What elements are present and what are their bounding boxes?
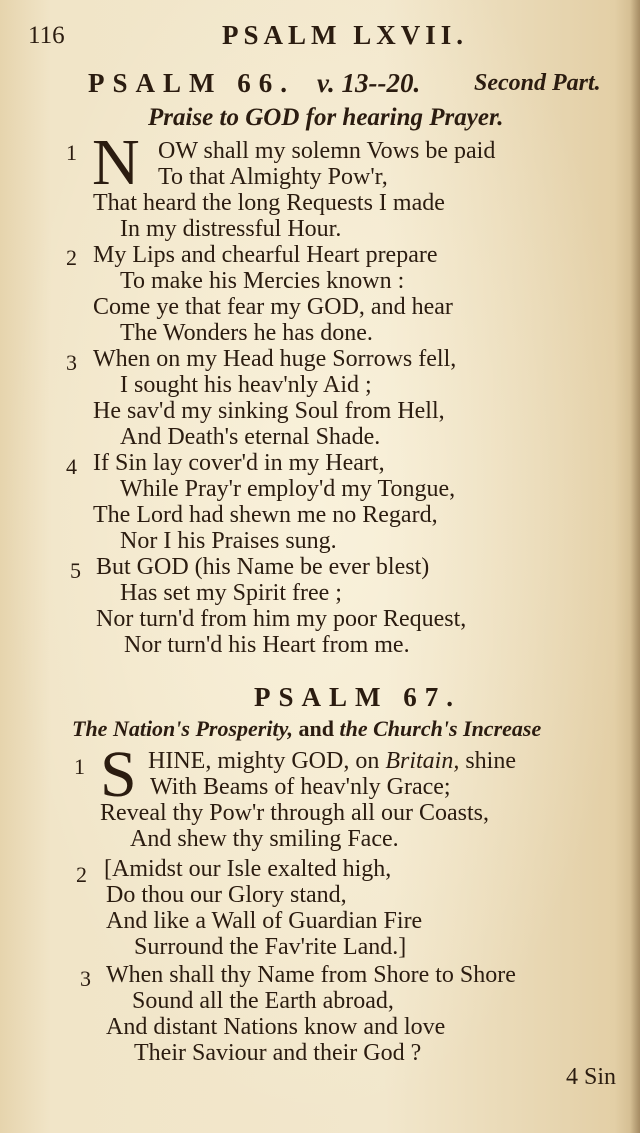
verse-line: And shew thy smiling Face.: [130, 826, 399, 852]
verse-line: When shall thy Name from Shore to Shore: [106, 962, 516, 988]
running-head: [0, 12, 640, 52]
verse-number: 4: [66, 454, 77, 479]
verse-line: But GOD (his Name be ever blest): [96, 554, 430, 580]
verse-number: 2: [76, 862, 87, 887]
verse-number: 5: [70, 558, 81, 583]
verse-number: 1: [66, 140, 77, 165]
psalm-66-part: Second Part.: [474, 70, 601, 96]
verse-number: 2: [66, 245, 77, 270]
verse-line: HINE, mighty GOD, on Britain, shine: [148, 748, 517, 774]
verse-line: [Amidst our Isle exalted high,: [104, 856, 392, 882]
verse-line: And like a Wall of Guardian Fire: [106, 908, 423, 934]
psalm-67-subtitle: The Nation's Prosperity, and the Church's Increase: [72, 716, 542, 741]
verse-line: My Lips and chearful Heart prepare: [93, 242, 438, 268]
verse-line: Do thou our Glory stand,: [106, 882, 347, 908]
verse-line: In my distressful Hour.: [120, 216, 342, 242]
verse-line: Has set my Spirit free ;: [120, 580, 342, 606]
running-title: PSALM LXVII.: [222, 20, 469, 50]
verse-line: OW shall my solemn Vows be paid: [158, 138, 496, 164]
verse-line: I sought his heav'nly Aid ;: [120, 372, 372, 398]
verse-line: While Pray'r employ'd my Tongue,: [120, 476, 456, 502]
verse-line: Reveal thy Pow'r through all our Coasts,: [100, 800, 489, 826]
verse-line: Come ye that fear my GOD, and hear: [93, 294, 453, 320]
verse-line: Nor I his Praises sung.: [120, 528, 337, 554]
verse-line: He sav'd my sinking Soul from Hell,: [93, 398, 445, 424]
verse-number: 1: [74, 754, 85, 779]
verse-line: The Wonders he has done.: [120, 320, 373, 346]
verse-line: Their Saviour and their God ?: [134, 1040, 422, 1066]
psalm-66-subtitle: Praise to GOD for hearing Prayer.: [148, 104, 504, 131]
verse-number: 3: [80, 966, 91, 991]
verse-line: When on my Head huge Sorrows fell,: [93, 346, 457, 372]
psalm-66-heading: [88, 68, 295, 99]
verse-line: Surround the Fav'rite Land.]: [134, 934, 407, 960]
verse-line: And Death's eternal Shade.: [120, 424, 381, 450]
verse-line: If Sin lay cover'd in my Heart,: [93, 450, 385, 476]
drop-cap: N: [92, 126, 140, 199]
verse-line: The Lord had shewn me no Regard,: [93, 502, 438, 528]
verse-number: 3: [66, 350, 77, 375]
verse-line: With Beams of heav'nly Grace;: [150, 774, 451, 800]
verse-line: That heard the long Requests I made: [93, 190, 445, 216]
verse-line: To that Almighty Pow'r,: [158, 164, 388, 190]
verse-line: Sound all the Earth abroad,: [132, 988, 394, 1014]
verse-line: Nor turn'd his Heart from me.: [124, 632, 410, 658]
psalm-67-heading: PSALM 67.: [254, 682, 461, 712]
drop-cap: S: [100, 738, 137, 811]
page-edge-shadow: [630, 0, 640, 1133]
verse-line: To make his Mercies known :: [120, 268, 405, 294]
catchword: 4 Sin: [566, 1064, 617, 1090]
verse-line: And distant Nations know and love: [106, 1014, 446, 1040]
psalm-66-verses: v. 13--20.: [317, 68, 421, 98]
verse-line: Nor turn'd from him my poor Request,: [96, 606, 467, 632]
page-number: 116: [28, 22, 65, 49]
psalm-66-number: PSALM 66.: [88, 68, 295, 98]
